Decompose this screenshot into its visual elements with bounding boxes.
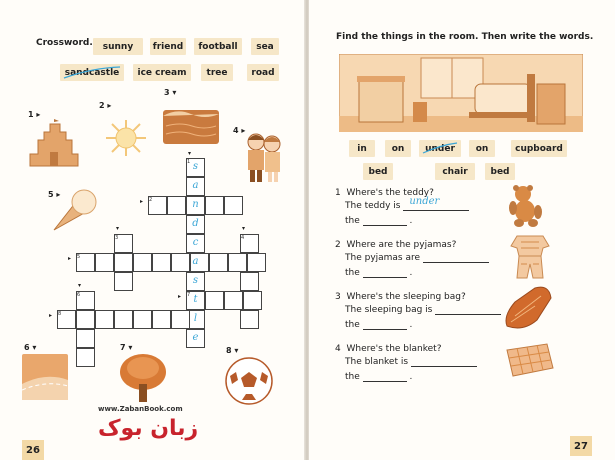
watermark-logo: زبان بوک xyxy=(98,416,199,441)
grid-number: 1 xyxy=(187,159,191,165)
grid-cell[interactable] xyxy=(240,272,259,291)
question-label: Where's the teddy? xyxy=(346,188,434,198)
grid-arrow-icon: ▾ xyxy=(78,282,82,289)
sentence-end: . xyxy=(409,268,413,278)
written-answer: under xyxy=(409,196,440,207)
grid-number: 2 xyxy=(149,197,153,203)
grid-cell[interactable] xyxy=(224,291,243,310)
word-chip-ice-cream: ice cream xyxy=(133,64,191,81)
word-chip-under-label: under xyxy=(425,143,455,154)
word-chip-on-2: on xyxy=(469,140,495,157)
grid-cell[interactable] xyxy=(152,253,171,272)
sandcastle-icon xyxy=(28,118,80,168)
question-text xyxy=(335,240,456,250)
grid-cell[interactable] xyxy=(76,329,95,348)
sleeping-bag-icon xyxy=(501,286,555,332)
question-number: 3 xyxy=(335,292,341,302)
football-icon xyxy=(224,356,274,406)
sentence-the: the xyxy=(345,320,360,330)
answer-blank[interactable] xyxy=(363,269,407,278)
grid-arrow-icon: ▾ xyxy=(188,150,192,157)
answer-blank[interactable] xyxy=(411,358,477,367)
grid-cell[interactable] xyxy=(95,310,114,329)
sentence-the: the xyxy=(345,216,360,226)
teddy-icon xyxy=(505,184,545,228)
tree-icon xyxy=(118,352,168,404)
word-chip-friend: friend xyxy=(150,38,186,55)
cross-out-mark xyxy=(62,65,122,80)
grid-cell[interactable] xyxy=(114,310,133,329)
answer-letter: d xyxy=(192,218,199,229)
grid-cell[interactable] xyxy=(209,253,228,272)
grid-arrow-icon: ▸ xyxy=(140,198,144,205)
clue-1-label: 1 ▸ xyxy=(28,110,41,119)
grid-cell[interactable] xyxy=(205,196,224,215)
question-label: Where's the blanket? xyxy=(346,344,442,354)
answer-line-1 xyxy=(345,253,489,263)
grid-arrow-icon: ▸ xyxy=(49,312,53,319)
word-chip-on-1: on xyxy=(385,140,411,157)
answer-letter: l xyxy=(193,313,198,324)
word-chip-cupboard: cupboard xyxy=(511,140,567,157)
right-heading: Find the things in the room. Then write the words. xyxy=(336,32,594,42)
answer-letter: e xyxy=(192,332,199,343)
cross-out-mark xyxy=(421,141,459,156)
grid-cell[interactable] xyxy=(133,310,152,329)
answer-letter: t xyxy=(193,294,198,305)
grid-cell[interactable] xyxy=(240,310,259,329)
word-chip-bed-1: bed xyxy=(363,163,393,180)
answer-blank[interactable] xyxy=(363,217,407,226)
grid-cell[interactable] xyxy=(243,291,262,310)
right-page xyxy=(309,0,615,460)
ice-cream-icon xyxy=(46,186,98,236)
answer-line-2 xyxy=(345,320,412,330)
word-chip-tree: tree xyxy=(201,64,233,81)
sentence-end: . xyxy=(409,216,413,226)
sentence-end: . xyxy=(409,372,413,382)
answer-letter: a xyxy=(192,180,199,191)
clue-5-label: 5 ▸ xyxy=(48,190,61,199)
sentence-the: the xyxy=(345,372,360,382)
grid-cell[interactable] xyxy=(205,291,224,310)
pyjamas-icon xyxy=(509,234,551,280)
sentence-start: The pyjamas are xyxy=(345,253,421,263)
question-label: Where's the sleeping bag? xyxy=(346,292,466,302)
grid-cell[interactable] xyxy=(224,196,243,215)
grid-cell[interactable] xyxy=(76,348,95,367)
word-chip-under xyxy=(419,140,461,157)
grid-number: 6 xyxy=(77,292,81,298)
answer-letter: s xyxy=(192,275,199,286)
grid-cell[interactable] xyxy=(247,253,266,272)
question-number: 2 xyxy=(335,240,341,250)
road-icon xyxy=(22,354,70,402)
clue-2-label: 2 ▸ xyxy=(99,101,112,110)
answer-letter: s xyxy=(192,161,199,172)
word-chip-sandcastle-label: sandcastle xyxy=(64,67,120,78)
grid-cell[interactable] xyxy=(114,272,133,291)
answer-letter: c xyxy=(192,237,199,248)
answer-blank[interactable] xyxy=(363,373,407,382)
grid-cell[interactable] xyxy=(114,253,133,272)
sentence-start: The sleeping bag is xyxy=(345,305,433,315)
page-number-right: 27 xyxy=(570,436,592,456)
clue-6-label: 6 ▾ xyxy=(24,343,37,352)
question-number: 1 xyxy=(335,188,341,198)
word-chip-sandcastle xyxy=(60,64,124,81)
blanket-icon xyxy=(503,340,555,380)
grid-number: 3 xyxy=(115,235,119,241)
sentence-start: The teddy is xyxy=(345,201,401,211)
grid-cell[interactable] xyxy=(167,196,186,215)
grid-number: 7 xyxy=(187,292,191,298)
grid-cell[interactable] xyxy=(76,310,95,329)
grid-number: 5 xyxy=(77,254,81,260)
grid-cell[interactable] xyxy=(133,253,152,272)
word-chip-football: football xyxy=(194,38,242,55)
answer-blank[interactable] xyxy=(363,321,407,330)
grid-cell[interactable] xyxy=(152,310,171,329)
grid-arrow-icon: ▸ xyxy=(68,255,72,262)
grid-cell[interactable] xyxy=(95,253,114,272)
answer-line-2 xyxy=(345,372,412,382)
grid-arrow-icon: ▾ xyxy=(116,225,120,232)
sun-icon xyxy=(104,118,148,158)
grid-cell[interactable] xyxy=(228,253,247,272)
answer-letter: a xyxy=(192,256,199,267)
word-chip-in: in xyxy=(349,140,375,157)
clue-7-label: 7 ▾ xyxy=(120,343,133,352)
crossword-heading: Crossword. xyxy=(36,38,93,48)
question-text xyxy=(335,292,466,302)
grid-arrow-icon: ▾ xyxy=(242,225,246,232)
answer-blank[interactable] xyxy=(403,196,469,211)
question-number: 4 xyxy=(335,344,341,354)
sentence-start: The blanket is xyxy=(345,357,409,367)
watermark-url: www.ZabanBook.com xyxy=(98,405,183,413)
question-label: Where are the pyjamas? xyxy=(346,240,457,250)
page-number-left: 26 xyxy=(22,440,44,460)
clue-4-label: 4 ▸ xyxy=(233,126,246,135)
clue-3-label: 3 ▾ xyxy=(164,88,177,97)
answer-line-1 xyxy=(345,305,501,315)
answer-line-2 xyxy=(345,268,412,278)
answer-line-1 xyxy=(345,196,469,211)
question-text xyxy=(335,344,441,354)
clue-8-label: 8 ▾ xyxy=(226,346,239,355)
sea-icon xyxy=(162,106,220,146)
grid-number: 8 xyxy=(58,311,62,317)
left-page xyxy=(0,0,306,460)
sentence-end: . xyxy=(409,320,413,330)
answer-blank[interactable] xyxy=(423,254,489,263)
sentence-the: the xyxy=(345,268,360,278)
word-chip-bed-2: bed xyxy=(485,163,515,180)
word-chip-sunny: sunny xyxy=(93,38,143,55)
answer-line-1 xyxy=(345,357,477,367)
grid-number: 4 xyxy=(241,235,245,241)
answer-line-2 xyxy=(345,216,412,226)
grid-arrow-icon: ▸ xyxy=(178,293,182,300)
word-chip-chair: chair xyxy=(435,163,475,180)
answer-blank[interactable] xyxy=(435,306,501,315)
answer-letter: n xyxy=(192,199,199,210)
bedroom-icon xyxy=(339,54,583,132)
word-chip-road: road xyxy=(247,64,279,81)
friends-icon xyxy=(240,130,288,184)
word-chip-sea: sea xyxy=(251,38,279,55)
